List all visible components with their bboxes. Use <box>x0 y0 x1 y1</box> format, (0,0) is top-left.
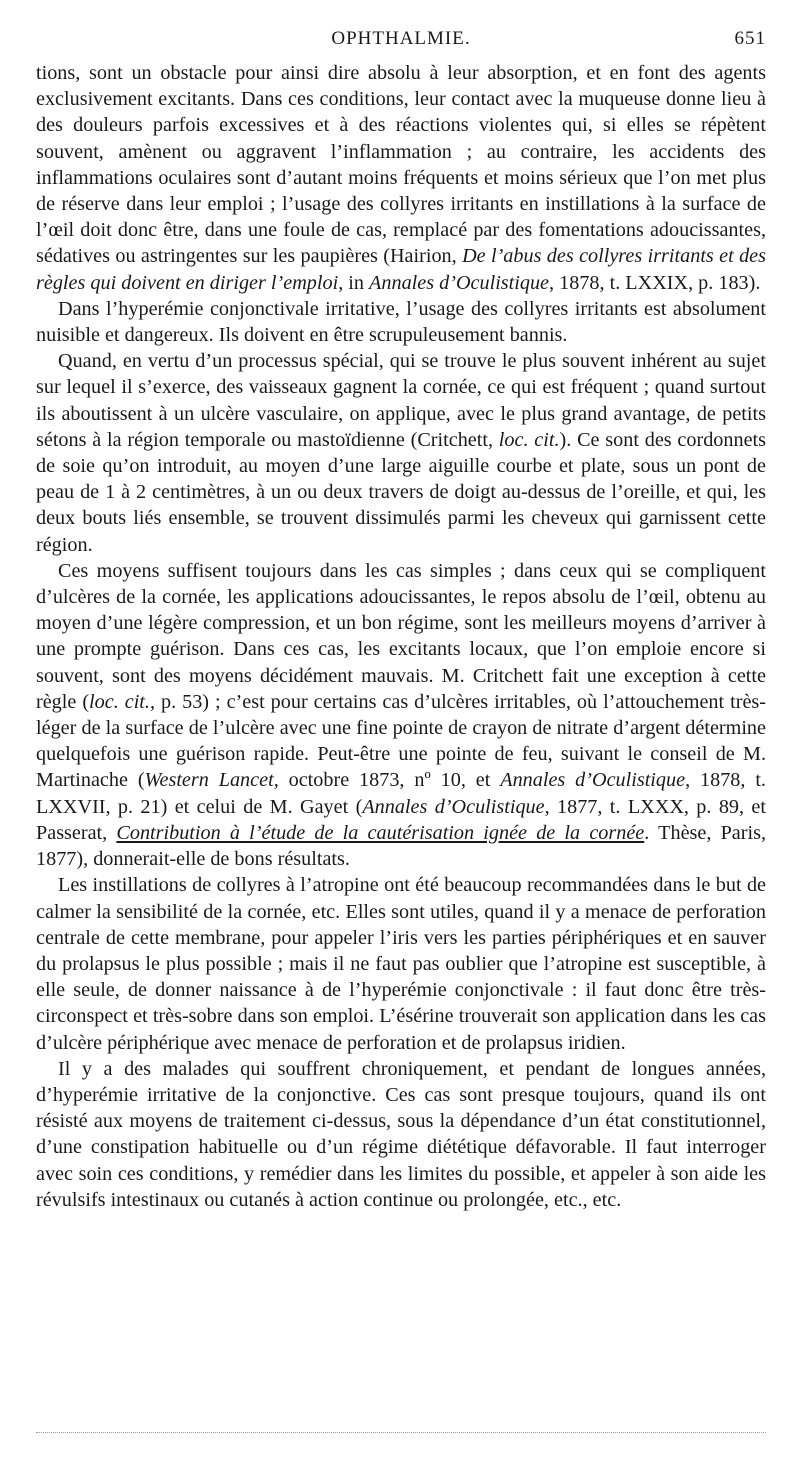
paragraph-text: Les instillations de collyres à l’atropine ont été beaucoup recommandées dans le but de calmer la sensibilité de la cornée, etc. Elles sont utiles, quand il y a menace de perforation centrale de cette membrane, pour appeler l’iris vers les parties périphériques et en sauver du prolapsus le plus possible ; mais il ne faut pas oublier que l’atropine est susceptible, à elle seule, de donner naissance à de l’hyperémie conjonctivale : il faut donc être très-circonspect et très-sobre dans son emploi. L’ésérine trouverait son application dans les cas d’ulcère périphérique avec menace de perforation et de prolapsus iridien. <box>36 874 766 1054</box>
paragraph-text: , in <box>338 271 370 294</box>
paragraph-hyperemie <box>36 296 766 348</box>
paragraph-text: Ces moyens suffisent toujours dans les cas simples ; dans ceux qui se compliquent d’ulcères de la cornée, les applications adoucissantes, le repos absolu de l’œil, obtenu au moyen d’une légère compression, et un bon régime, sont les meilleurs moyens d’arriver à une prompte guérison. Dans ces cas, les excitants locaux, que l’on emploie encore si souvent, sont des moyens décidément mauvais. M. Critchett fait une exception à cette règle ( <box>36 559 766 713</box>
citation-title: Western Lancet <box>144 769 274 792</box>
paragraph-text: Il y a des malades qui souffrent chroniquement, et pendant de longues années, d’hyperémie irritative de la conjonctive. Ces cas sont presque toujours, quand ils ont résisté aux moyens de traitement ci-dessus, sous la dépendance d’un état constitutionnel, d’une constipation habituelle ou d’un régime diététique défavorable. Il faut interroger avec soin ces conditions, y remédier dans les limites du possible, et appeler à son aide les révulsifs intestinaux ou cutanés à action continue ou prolongée, etc., etc. <box>36 1057 766 1211</box>
citation-title: Annales d’Oculistique <box>369 271 550 294</box>
paragraph-text: Dans l’hyperémie conjonctivale irritative, l’usage des collyres irritants est absolument nuisible et dangereux. Ils doivent en être scrupuleusement bannis. <box>36 297 766 347</box>
paragraph-text: , 1878, t. LXXIX, p. 183). <box>549 271 761 294</box>
paragraph-text: tions, sont un obstacle pour ainsi dire absolu à leur absorption, et en font des agents exclusivement excitants. Dans ces conditions, leur contact avec la muqueuse donne lieu à des douleurs parfois excessives et à des réactions violentes qui, si elles se répètent souvent, amènent ou aggravent l’inflammation ; au contraire, les accidents des inflammations oculaires sont d’autant moins fréquents et moins sérieux que l’on met plus de réserve dans leur emploi ; l’usage des collyres irritants en instillations à la surface de l’œil doit donc être, dans une foule de cas, remplacé par des fomentations adoucissantes, sédatives ou astringentes sur les paupières (Hairion, <box>36 62 766 268</box>
paragraph-text: . Thèse, Paris, 1877), donnerait-elle de bons résultats. <box>36 821 766 871</box>
paragraph-text: , octobre 1873, nº 10, et <box>273 769 501 792</box>
paragraph-atropine <box>36 872 766 1055</box>
citation-title: Annales d’Oculistique <box>500 769 686 792</box>
paragraph-ulceres <box>36 558 766 872</box>
paragraph-setons <box>36 348 766 558</box>
page-header <box>36 28 766 54</box>
paragraph-text: , 1877, t. LXXX, p. 89, et Passerat, <box>36 795 766 844</box>
paragraph-text: , p. 53) ; c’est pour certains cas d’ulcères irritables, où l’attouchement très-léger de la surface de l’ulcère avec une fine pointe de crayon de nitrate d’argent détermine quelquefois une guérison rapide. Peut-être une pointe de feu, suivant le conseil de M. Martinache ( <box>36 690 766 792</box>
citation-title: De l’abus des collyres irritants et des règles qui doivent en diriger l’emploi <box>36 245 766 294</box>
paragraph-text: ). Ce sont des cordonnets de soie qu’on introduit, au moyen d’une large aiguille courbe et plate, sous un pont de peau de 1 à 2 centimètres, à un ou deux travers de doigt au-dessus de l’oreille, et qui, les deux bouts liés ensemble, se trouvent dissimulés parmi les cheveux qui garnissent cette région. <box>36 428 767 556</box>
citation-title: Annales d’Oculistique <box>362 795 545 818</box>
paragraph-continuation <box>36 60 766 296</box>
citation-title: loc. cit. <box>89 690 150 713</box>
page-body <box>36 60 766 1213</box>
running-head: OPHTHALMIE. <box>331 28 471 49</box>
citation-title: loc. cit. <box>498 428 560 451</box>
paragraph-text: , 1878, t. LXXVII, p. 21) et celui de M. Gayet ( <box>36 769 766 818</box>
paragraph-text: Quand, en vertu d’un processus spécial, qui se trouve le plus souvent inhérent au sujet sur lequel il s’exerce, des vaisseaux gagnent la cornée, ce qui est fréquent ; quand surtout ils aboutissent à un ulcère vasculaire, on applique, avec le plus grand avantage, de petits sétons à la région temporale ou mastoïdienne (Critchett, <box>36 350 766 451</box>
citation-title: Contribution à l’étude de la cautérisation ignée de la cornée <box>116 821 645 844</box>
page-number: 651 <box>734 28 766 49</box>
footer-dotted-rule <box>36 1432 766 1433</box>
paragraph-chronique <box>36 1056 766 1213</box>
